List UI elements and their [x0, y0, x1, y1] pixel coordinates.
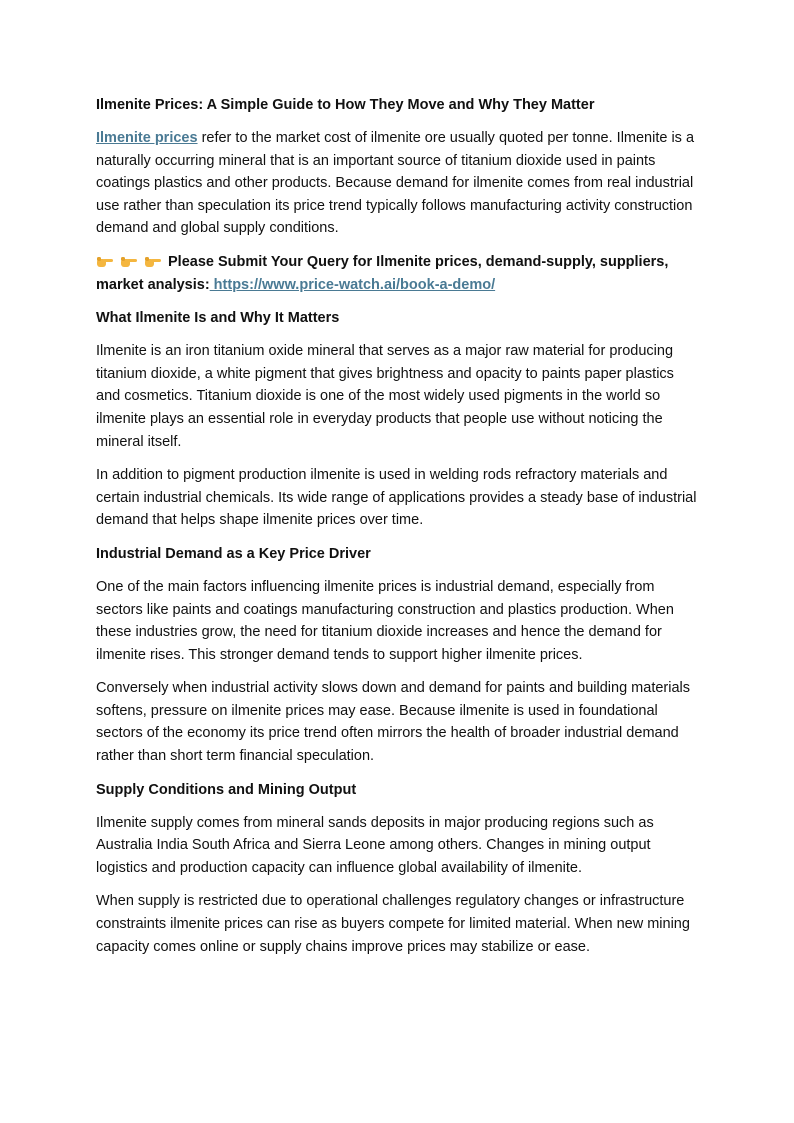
- cta-paragraph: [96, 251, 700, 296]
- pointing-hand-icon: [96, 253, 114, 269]
- section-heading: Supply Conditions and Mining Output: [96, 781, 357, 798]
- section-heading: What Ilmenite Is and Why It Matters: [96, 310, 340, 327]
- book-demo-link[interactable]: https://www.price-watch.ai/book-a-demo/: [209, 276, 496, 293]
- section-paragraph: Ilmenite supply comes from mineral sands deposits in major producing regions such as Australia India South Africa and Sierra Leone among others. Changes in mining output logistics and production capacity can influence global availability of ilmenite.: [96, 814, 654, 876]
- section-heading: Industrial Demand as a Key Price Driver: [96, 545, 371, 562]
- section-paragraph: One of the main factors influencing ilmenite prices is industrial demand, especially from sectors like paints and coatings manufacturing construction and plastics production. When these industries grow, the need for titanium dioxide increases and hence the demand for ilmenite rises. This stronger demand tends to support higher ilmenite prices.: [96, 578, 674, 663]
- section-paragraph: Ilmenite is an iron titanium oxide mineral that serves as a major raw material for producing titanium dioxide, a white pigment that gives brightness and opacity to paints paper plastics and cosmetics. Titanium dioxide is one of the most widely used pigments in the world so ilmenite plays an essential role in everyday products that people use without noticing the mineral itself.: [96, 343, 674, 450]
- cta-text: Please Submit Your Query for Ilmenite prices, demand-supply, suppliers, market analysis:: [96, 253, 669, 293]
- intro-paragraph: [96, 127, 700, 240]
- intro-text: refer to the market cost of ilmenite ore usually quoted per tonne. Ilmenite is a naturally occurring mineral that is an important source of titanium dioxide used in paints coatings plastics and other products. Because demand for ilmenite comes from real industrial use rather than speculation its price trend typically follows manufacturing activity construction demand and global supply conditions.: [96, 130, 695, 237]
- section-paragraph: When supply is restricted due to operational challenges regulatory changes or infrastructure constraints ilmenite prices can rise as buyers compete for limited material. When new mining capacity comes online or supply chains improve prices may stabilize or ease.: [96, 893, 690, 955]
- pointing-hand-icon: [120, 253, 138, 269]
- section-paragraph: Conversely when industrial activity slows down and demand for paints and building materials softens, pressure on ilmenite prices may ease. Because ilmenite is used in foundational sectors of the economy its price trend often mirrors the health of broader industrial demand rather than short term financial speculation.: [96, 680, 691, 765]
- document-title: Ilmenite Prices: A Simple Guide to How They Move and Why They Matter: [96, 97, 595, 113]
- document-page: [96, 94, 700, 969]
- section-paragraph: In addition to pigment production ilmenite is used in welding rods refractory materials and certain industrial chemicals. Its wide range of applications provides a steady base of industrial demand that helps shape ilmenite prices over time.: [96, 467, 697, 529]
- ilmenite-prices-link[interactable]: Ilmenite prices: [96, 130, 198, 146]
- pointing-hand-icon: [144, 253, 162, 269]
